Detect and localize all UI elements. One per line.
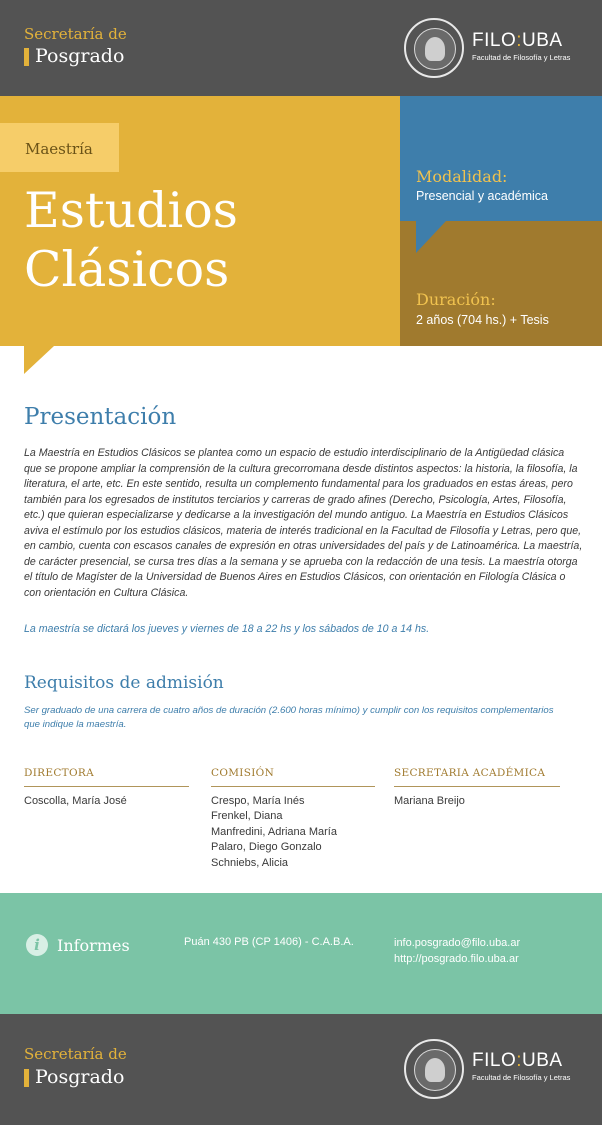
column-heading: COMISIÓN [211,767,375,787]
filo-text: FILO [472,30,517,51]
maestria-label: Maestría [25,140,93,158]
seal-inner [414,1049,456,1091]
address-text: Puán 430 PB (CP 1406) - C.A.B.A. [184,936,354,948]
requisitos-title: Requisitos de admisión [24,673,224,693]
program-title-line2: Clásicos [24,241,230,298]
uba-text: UBA [522,1050,563,1071]
person-name: Manfredini, Adriana María [211,825,337,838]
modalidad-pointer [416,221,446,253]
person-name: Frenkel, Diana [211,810,283,823]
seal-inner [414,28,456,70]
contact-block [394,935,520,967]
directora-column [24,767,189,809]
footer-facultad-label: Facultad de Filosofía y Letras [472,1073,571,1082]
filo-colon: : [516,1050,523,1071]
hero-pointer [24,346,54,374]
informes-label: Informes [57,936,130,955]
modalidad-label: Modalidad: [416,167,508,186]
person-name: Crespo, María Inés [211,795,305,807]
posgrado-label: Posgrado [24,45,124,67]
secretaria-academica-column [394,767,560,809]
column-heading: SECRETARIA ACADÉMICA [394,767,560,787]
footer-uba-seal-logo [404,1039,464,1099]
footer-filo-uba-logo [472,1050,563,1072]
seal-figure [425,1058,445,1082]
requisitos-body: Ser graduado de una carrera de cuatro años de duración (2.600 horas mínimo) y cumplir con los requisitos complementarios que indique la maestría. [24,705,554,730]
program-title-line1: Estudios [24,182,238,239]
person-name: Schniebs, Alicia [211,856,289,869]
info-icon: i [26,934,48,956]
footer-posgrado-label: Posgrado [24,1066,124,1088]
filo-uba-logo [472,30,563,52]
presentacion-body: La Maestría en Estudios Clásicos se plantea como un espacio de estudio interdisciplinario de la Antigüedad clásica que se propone ampliar la comprensión de la cultura grecorromana desde distintos aspectos: la historia, la filosofía, la literatura, el arte, etc. En este sentido, resulta un complemento fundamental para los graduados en estas áreas, pero también para los egresados de institutos terciarios y carreras de grado afines (Derecho, Psicología, Artes, Filosofía, etc.) que quieran especializarse y dedicarse a la investigación del mundo antiguo. La Maestría en Estudios Clásicos aviva el estímulo por los estudios clásicos, materia de interés tradicional en la Facultad de Filosofía y Letras, pero que, en cambio, cuenta con escasos canales de expresión en otras universidades del país y de Latinoamérica. La maestría, de carácter presencial, se cursa tres días a la semana y se aprueba con la redacción de una tesis. La maestría otorga el título de Magíster de la Universidad de Buenos Aires en Estudios Clásicos, con orientación en Filología Clásica o con orientación en Cultura Clásica. [24,447,583,599]
uba-text: UBA [522,30,563,51]
duracion-label: Duración: [416,290,496,309]
person-name: Coscolla, María José [24,795,127,807]
facultad-label: Facultad de Filosofía y Letras [472,53,571,62]
person-name: Mariana Breijo [394,795,465,807]
person-name: Palaro, Diego Gonzalo [211,841,322,854]
secretaria-label: Secretaría de [24,25,127,43]
footer-secretaria-label: Secretaría de [24,1045,127,1063]
comision-column [211,767,375,871]
schedule-note: La maestría se dictará los jueves y viernes de 18 a 22 hs y los sábados de 10 a 14 hs. [24,623,430,635]
filo-colon: : [516,30,523,51]
web-link[interactable]: http://posgrado.filo.uba.ar [394,953,519,965]
presentacion-title: Presentación [24,404,177,430]
duracion-value: 2 años (704 hs.) + Tesis [416,313,549,327]
filo-text: FILO [472,1050,517,1071]
seal-figure [425,37,445,61]
modalidad-value: Presencial y académica [416,189,549,203]
column-heading: DIRECTORA [24,767,189,787]
email-link[interactable]: info.posgrado@filo.uba.ar [394,937,521,949]
uba-seal-logo [404,18,464,78]
